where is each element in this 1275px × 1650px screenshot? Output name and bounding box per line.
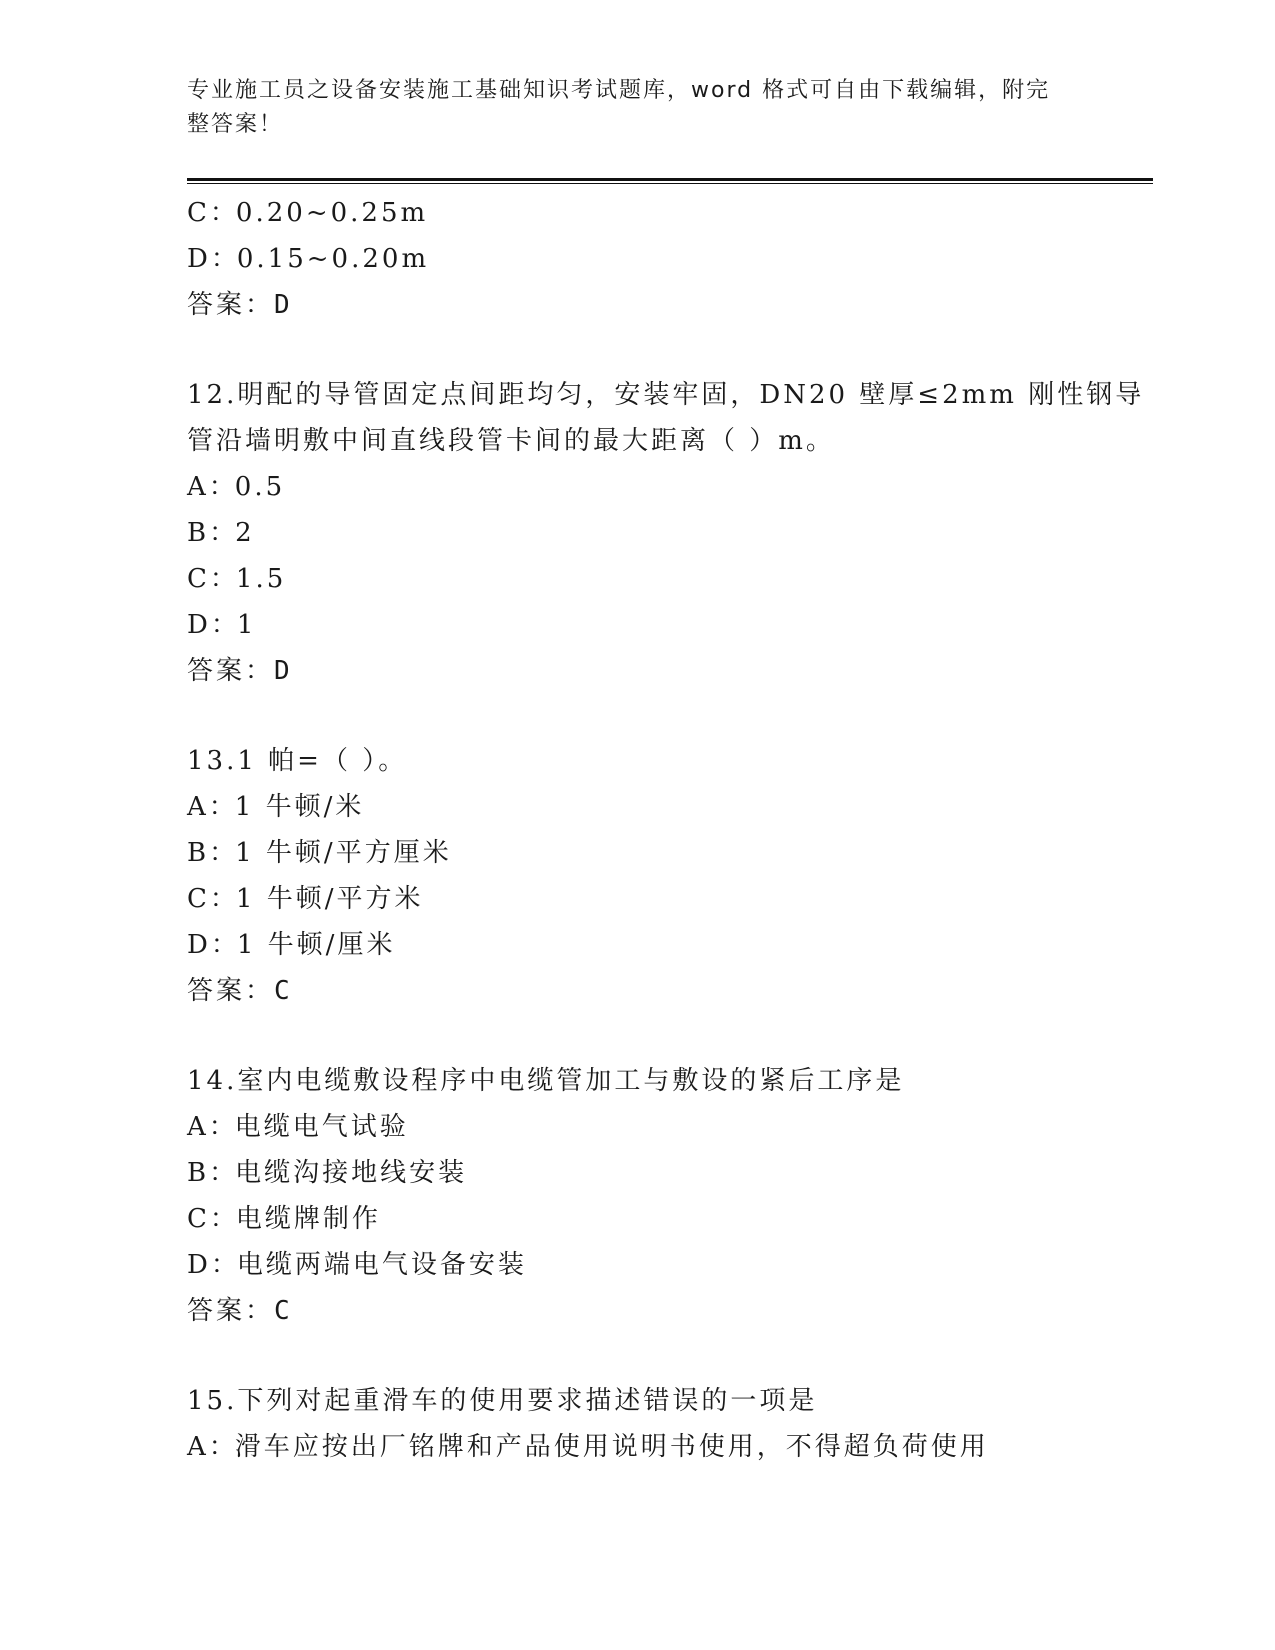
option-text: 1 牛顿/平方厘米	[235, 838, 452, 868]
option-c: C：电缆牌制作	[187, 1204, 381, 1234]
option-b: B：电缆沟接地线安装	[187, 1158, 468, 1188]
option-c: C：1 牛顿/平方米	[187, 884, 424, 914]
question-13-stem: 13.1 帕=（ ）。	[187, 746, 408, 776]
option-d: D：1	[187, 610, 257, 640]
question-15-stem: 15.下列对起重滑车的使用要求描述错误的一项是	[187, 1386, 818, 1416]
answer-label: 答案：	[187, 976, 275, 1006]
option-text: 滑车应按出厂铭牌和产品使用说明书使用，不得超负荷使用	[234, 1432, 989, 1462]
option-d: D：1 牛顿/厘米	[187, 930, 396, 960]
option-text: 1	[236, 610, 257, 640]
answer-line	[187, 282, 1147, 328]
answer-label: 答案：	[187, 290, 275, 320]
option-text: 电缆电气试验	[234, 1112, 409, 1142]
document-header	[187, 74, 1067, 142]
option-a: A：滑车应按出厂铭牌和产品使用说明书使用，不得超负荷使用	[187, 1432, 989, 1462]
question-14-stem: 14.室内电缆敷设程序中电缆管加工与敷设的紧后工序是	[187, 1066, 905, 1096]
option-c: C：0.20~0.25m	[187, 198, 429, 228]
header-line-1: 专业施工员之设备安装施工基础知识考试题库，word 格式可自由下载编辑，附完	[187, 78, 1051, 103]
header-line-2: 整答案！	[187, 112, 284, 137]
option-text: 0.20~0.25m	[235, 198, 429, 228]
option-text: 0.5	[234, 472, 286, 502]
header-divider-thin	[187, 183, 1153, 184]
option-text: 0.15~0.20m	[236, 244, 430, 274]
option-b: B：1 牛顿/平方厘米	[187, 838, 452, 868]
answer-line	[187, 648, 1147, 694]
option-c: C：1.5	[187, 564, 287, 594]
option-text: 1 牛顿/米	[234, 792, 365, 822]
option-b: B：2	[187, 518, 255, 548]
option-text: 1.5	[235, 564, 287, 594]
answer-line	[187, 968, 1147, 1014]
option-d: D：0.15~0.20m	[187, 244, 430, 274]
option-a: A：1 牛顿/米	[187, 792, 365, 822]
question-content	[187, 190, 1147, 1470]
question-12-stem-line-1: 12.明配的导管固定点间距均匀，安装牢固，DN20 壁厚≤2mm 刚性钢导	[187, 380, 1145, 410]
question-12-stem-line-2: 管沿墙明敷中间直线段管卡间的最大距离（ ）m。	[187, 426, 835, 456]
option-d: D：电缆两端电气设备安装	[187, 1250, 527, 1280]
answer-value: C	[274, 976, 293, 1006]
option-text: 1 牛顿/厘米	[236, 930, 396, 960]
option-text: 电缆两端电气设备安装	[236, 1250, 527, 1280]
option-text: 电缆牌制作	[235, 1204, 381, 1234]
answer-label: 答案：	[187, 1296, 275, 1326]
answer-value: C	[274, 1296, 293, 1326]
answer-line	[187, 1288, 1147, 1334]
header-divider-thick	[187, 178, 1153, 181]
answer-value: D	[274, 656, 293, 686]
option-text: 2	[235, 518, 255, 548]
answer-value: D	[274, 290, 293, 320]
option-text: 1 牛顿/平方米	[235, 884, 424, 914]
option-a: A：电缆电气试验	[187, 1112, 409, 1142]
option-text: 电缆沟接地线安装	[235, 1158, 468, 1188]
option-a: A：0.5	[187, 472, 286, 502]
answer-label: 答案：	[187, 656, 275, 686]
